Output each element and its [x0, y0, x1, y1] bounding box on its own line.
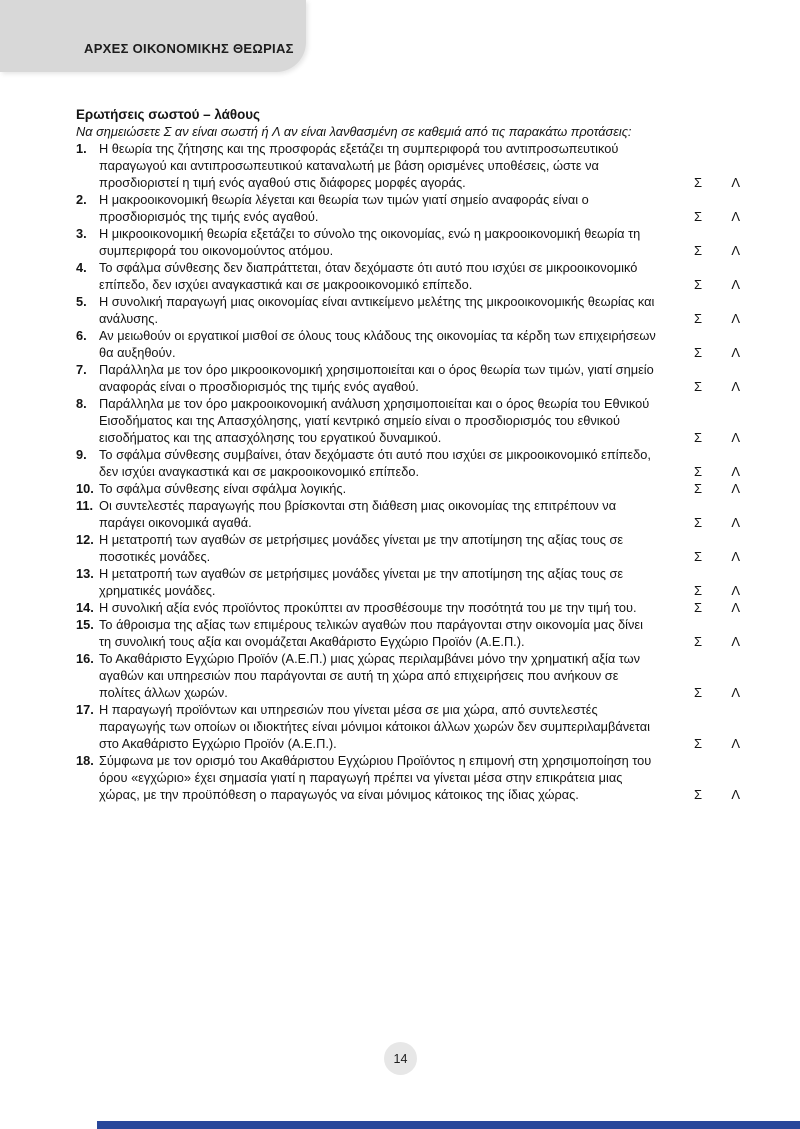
true-option-label: Σ — [694, 430, 703, 445]
answer-options — [694, 276, 740, 293]
question-text: Το άθροισμα της αξίας των επιμέρους τελικών αγαθών που παράγονται στην οικονομία μας δίνει τη συνολική τους αξία και ονομάζεται Ακαθάριστο Εγχώριο Προϊόν (Α.Ε.Π.). — [99, 617, 643, 649]
question-number: 4. — [76, 260, 87, 275]
question-number: 18. — [76, 753, 94, 768]
question-text: Η μικροοικονομική θεωρία εξετάζει το σύνολο της οικονομίας, ενώ η μακροοικονομική θεωρία τη συμπεριφορά του οικονομούντος ατόμου. — [99, 226, 641, 258]
question-row — [76, 497, 740, 531]
false-option-label: Λ — [731, 277, 740, 292]
true-option-label: Σ — [694, 736, 703, 751]
false-option-label: Λ — [731, 379, 740, 394]
true-option-label: Σ — [694, 549, 703, 564]
false-option-label: Λ — [731, 634, 740, 649]
question-number: 8. — [76, 396, 87, 411]
answer-options — [694, 684, 740, 701]
chapter-header-tab — [0, 0, 306, 72]
section-instructions: Να σημειώσετε Σ αν είναι σωστή ή Λ αν είναι λανθασμένη σε καθεμιά από τις παρακάτω προτάσεις: — [76, 124, 632, 139]
true-option-label: Σ — [694, 634, 703, 649]
false-option-label: Λ — [731, 515, 740, 530]
question-number: 7. — [76, 362, 87, 377]
question-text: Η μετατροπή των αγαθών σε μετρήσιμες μονάδες γίνεται με την αποτίμηση της αξίας τους σε χρηματικές μονάδες. — [99, 566, 624, 598]
false-option-label: Λ — [731, 243, 740, 258]
question-row — [76, 446, 740, 480]
question-row — [76, 480, 740, 497]
answer-options — [694, 378, 740, 395]
answer-options — [694, 514, 740, 531]
question-row — [76, 395, 740, 446]
answer-options — [694, 480, 740, 497]
true-option-label: Σ — [694, 481, 703, 496]
question-text: Η θεωρία της ζήτησης και της προσφοράς εξετάζει τη συμπεριφορά του αντιπροσωπευτικού παραγωγού και αντιπροσωπευτικού καταναλωτή με βάση ορισμένες υποθέσεις, ώστε να προσδιοριστεί η τιμή ενός αγαθού στις διάφορες μορφές αγοράς. — [99, 141, 619, 190]
true-option-label: Σ — [694, 464, 703, 479]
question-row — [76, 140, 740, 191]
answer-options — [694, 310, 740, 327]
answer-options — [694, 582, 740, 599]
question-text: Η μακροοικονομική θεωρία λέγεται και θεωρία των τιμών γιατί σημείο αναφοράς είναι ο προσδιορισμός της τιμής ενός αγαθού. — [99, 192, 589, 224]
false-option-label: Λ — [731, 787, 740, 802]
question-text: Το σφάλμα σύνθεσης δεν διαπράττεται, όταν δεχόμαστε ότι αυτό που ισχύει σε μικροοικονομικό επίπεδο, δεν ισχύει αναγκαστικά και σε μακροοικονομικό επίπεδο. — [99, 260, 638, 292]
question-row — [76, 361, 740, 395]
answer-options — [694, 208, 740, 225]
page-number-badge — [384, 1042, 417, 1075]
question-row — [76, 701, 740, 752]
false-option-label: Λ — [731, 430, 740, 445]
question-row — [76, 191, 740, 225]
true-option-label: Σ — [694, 600, 703, 615]
question-text: Η παραγωγή προϊόντων και υπηρεσιών που γίνεται μέσα σε μια χώρα, από συντελεστές παραγωγής των οποίων οι ιδιοκτήτες είναι μόνιμοι κάτοικοι άλλων χωρών δεν συμπεριλαμβάνεται στο Ακαθάριστο Εγχώριο Προϊόν (Α.Ε.Π.). — [99, 702, 650, 751]
footer-accent-bar — [97, 1121, 800, 1129]
true-option-label: Σ — [694, 787, 703, 802]
question-row — [76, 293, 740, 327]
question-number: 11. — [76, 498, 94, 513]
false-option-label: Λ — [731, 345, 740, 360]
question-number: 13. — [76, 566, 94, 581]
question-list — [76, 140, 740, 803]
false-option-label: Λ — [731, 209, 740, 224]
false-option-label: Λ — [731, 175, 740, 190]
question-row — [76, 616, 740, 650]
true-option-label: Σ — [694, 243, 703, 258]
question-number: 16. — [76, 651, 94, 666]
chapter-title: ΑΡΧΕΣ ΟΙΚΟΝΟΜΙΚΗΣ ΘΕΩΡΙΑΣ — [84, 41, 294, 56]
true-option-label: Σ — [694, 379, 703, 394]
question-text: Το σφάλμα σύνθεσης είναι σφάλμα λογικής. — [99, 481, 347, 496]
answer-options — [694, 548, 740, 565]
answer-options — [694, 599, 740, 616]
page-number: 14 — [393, 1051, 408, 1066]
answer-options — [694, 242, 740, 259]
question-text: Το Ακαθάριστο Εγχώριο Προϊόν (Α.Ε.Π.) μιας χώρας περιλαμβάνει μόνο την χρηματική αξία των αγαθών και υπηρεσιών που παράγονται σε αυτή τη χώρα από επιχειρήσεις που ανήκουν σε πολίτες άλλων χωρών. — [99, 651, 641, 700]
question-number: 5. — [76, 294, 87, 309]
false-option-label: Λ — [731, 481, 740, 496]
question-number: 2. — [76, 192, 87, 207]
question-row — [76, 650, 740, 701]
question-row — [76, 752, 740, 803]
question-text: Η συνολική αξία ενός προϊόντος προκύπτει αν προσθέσουμε την ποσότητά του με την τιμή του. — [99, 600, 637, 615]
question-number: 10. — [76, 481, 94, 496]
question-number: 15. — [76, 617, 94, 632]
question-row — [76, 259, 740, 293]
question-text: Αν μειωθούν οι εργατικοί μισθοί σε όλους τους κλάδους της οικονομίας τα κέρδη των επιχειρήσεων θα αυξηθούν. — [99, 328, 656, 360]
answer-options — [694, 735, 740, 752]
false-option-label: Λ — [731, 311, 740, 326]
question-text: Η συνολική παραγωγή μιας οικονομίας είναι αντικείμενο μελέτης της μικροοικονομικής θεωρίας και ανάλυσης. — [99, 294, 655, 326]
true-option-label: Σ — [694, 345, 703, 360]
false-option-label: Λ — [731, 549, 740, 564]
true-option-label: Σ — [694, 209, 703, 224]
section-title: Ερωτήσεις σωστού – λάθους — [76, 107, 261, 122]
false-option-label: Λ — [731, 583, 740, 598]
answer-options — [694, 174, 740, 191]
question-number: 14. — [76, 600, 94, 615]
question-number: 1. — [76, 141, 87, 156]
question-number: 9. — [76, 447, 87, 462]
answer-options — [694, 463, 740, 480]
true-option-label: Σ — [694, 515, 703, 530]
question-text: Παράλληλα με τον όρο μακροοικονομική ανάλυση χρησιμοποιείται και ο όρος θεωρία του Εθνικού Εισοδήματος και της Απασχόλησης, γιατί κεντρικό σημείο είναι ο προσδιορισμός του εθνικού εισοδήματος και της απασχόλησης του εργατικού δυναμικού. — [99, 396, 650, 445]
false-option-label: Λ — [731, 600, 740, 615]
answer-options — [694, 786, 740, 803]
question-row — [76, 327, 740, 361]
false-option-label: Λ — [731, 736, 740, 751]
exercise-section — [76, 106, 740, 803]
question-text: Σύμφωνα με τον ορισμό του Ακαθάριστου Εγχώριου Προϊόντος η επιμονή στη χρησιμοποίηση του όρου «εγχώριο» έχει σημασία γιατί η παραγωγή πρέπει να γίνεται μέσα στην επικράτεια μιας χώρας, με την προϋπόθεση ο παραγωγός να είναι μόνιμος κάτοικος της ίδιας χώρας. — [99, 753, 652, 802]
answer-options — [694, 633, 740, 650]
question-row — [76, 599, 740, 616]
question-number: 12. — [76, 532, 94, 547]
true-option-label: Σ — [694, 311, 703, 326]
question-row — [76, 565, 740, 599]
question-text: Παράλληλα με τον όρο μικροοικονομική χρησιμοποιείται και ο όρος θεωρία των τιμών, γιατί σημείο αναφοράς είναι ο προσδιορισμός της τιμής ενός αγαθού. — [99, 362, 654, 394]
true-option-label: Σ — [694, 685, 703, 700]
false-option-label: Λ — [731, 464, 740, 479]
answer-options — [694, 429, 740, 446]
question-number: 17. — [76, 702, 94, 717]
question-row — [76, 225, 740, 259]
false-option-label: Λ — [731, 685, 740, 700]
true-option-label: Σ — [694, 277, 703, 292]
true-option-label: Σ — [694, 583, 703, 598]
question-number: 6. — [76, 328, 87, 343]
question-row — [76, 531, 740, 565]
question-text: Η μετατροπή των αγαθών σε μετρήσιμες μονάδες γίνεται με την αποτίμηση της αξίας τους σε ποσοτικές μονάδες. — [99, 532, 624, 564]
answer-options — [694, 344, 740, 361]
question-number: 3. — [76, 226, 87, 241]
question-text: Οι συντελεστές παραγωγής που βρίσκονται στη διάθεση μιας οικονομίας της επιτρέπουν να παράγει οικονομικά αγαθά. — [99, 498, 617, 530]
true-option-label: Σ — [694, 175, 703, 190]
question-text: Το σφάλμα σύνθεσης συμβαίνει, όταν δεχόμαστε ότι αυτό που ισχύει σε μικροοικονομικό επίπεδο, δεν ισχύει αναγκαστικά και σε μακροοικονομικό επίπεδο. — [99, 447, 651, 479]
